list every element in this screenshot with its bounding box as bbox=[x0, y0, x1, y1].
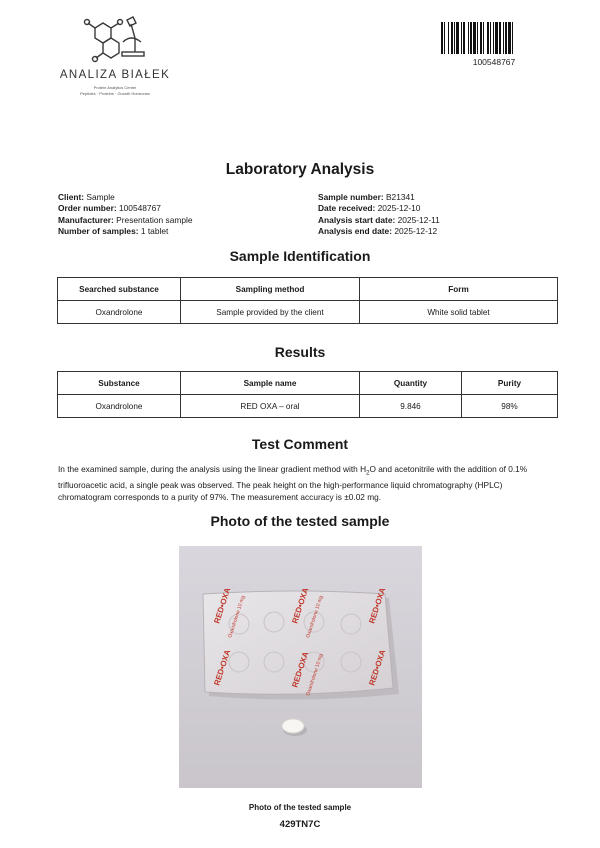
blister-print: RED•OXA bbox=[367, 648, 388, 687]
table-row bbox=[58, 301, 558, 324]
sample-photo bbox=[179, 546, 422, 788]
column-header: Form bbox=[360, 278, 558, 301]
barcode bbox=[441, 22, 547, 54]
blister-print: RED•OXA bbox=[212, 586, 233, 625]
table-cell: RED OXA – oral bbox=[181, 395, 360, 418]
table-header-row bbox=[58, 278, 558, 301]
blister-print: RED•OXA bbox=[290, 586, 311, 625]
page-title: Laboratory Analysis bbox=[225, 161, 375, 178]
table-cell: 98% bbox=[462, 395, 558, 418]
info-left bbox=[58, 192, 308, 238]
blister-print: Oxandrolone 10 mg bbox=[305, 652, 325, 697]
identification-table bbox=[57, 277, 558, 324]
blister-print: Oxandrolone 10 mg bbox=[305, 594, 325, 639]
barcode-bar bbox=[508, 22, 511, 54]
barcode-bar bbox=[470, 22, 472, 54]
info-client: Client: Sample bbox=[58, 192, 115, 202]
table-cell: White solid tablet bbox=[360, 301, 558, 324]
info-number-of-samples: Number of samples: 1 tablet bbox=[58, 226, 169, 237]
blister-print: RED•OXA bbox=[367, 586, 388, 625]
logo-subtitle: Protein Analytics Center bbox=[93, 85, 137, 90]
column-header: Sample name bbox=[181, 372, 360, 395]
barcode-bar bbox=[456, 22, 459, 54]
column-header: Searched substance bbox=[58, 278, 181, 301]
barcode-bar bbox=[499, 22, 501, 54]
barcode-bar bbox=[448, 22, 449, 54]
results-table bbox=[57, 371, 558, 418]
barcode-bar bbox=[493, 22, 494, 54]
barcode-bar bbox=[512, 22, 513, 54]
info-analysis-end: Analysis end date: 2025-12-12 bbox=[318, 226, 438, 237]
barcode-bar bbox=[444, 22, 445, 54]
tablet bbox=[282, 719, 304, 733]
table-header-row bbox=[58, 372, 558, 395]
column-header: Quantity bbox=[360, 372, 462, 395]
barcode-bar bbox=[451, 22, 453, 54]
barcode-bar bbox=[468, 22, 469, 54]
info-sample-number: Sample number: B21341 bbox=[318, 192, 415, 202]
info-manufacturer: Manufacturer: Presentation sample bbox=[58, 214, 193, 225]
company-logo bbox=[55, 14, 175, 104]
comment-text: In the examined sample, during the analysis using the linear gradient method with $H_2O$ and acetonitrile with the addition of 0.1% trifluoroacetic acid, a single peak was observed. The peak height on the high-performance liquid chromatography (HPLC) chromatogram corresponds to a purity of 97%. The measurement accuracy is ±0.02 mg. bbox=[58, 464, 528, 502]
table-cell: 9.846 bbox=[360, 395, 462, 418]
blister-print: RED•OXA bbox=[212, 648, 233, 687]
column-header: Substance bbox=[58, 372, 181, 395]
info-date-received: Date received: 2025-12-10 bbox=[318, 203, 421, 214]
barcode-bar bbox=[480, 22, 482, 54]
barcode-bar bbox=[487, 22, 489, 54]
barcode-bar bbox=[503, 22, 504, 54]
info-order-number: Order number: 100548767 bbox=[58, 203, 161, 214]
photo-caption: Photo of the tested sample bbox=[248, 803, 352, 812]
barcode-bar bbox=[490, 22, 491, 54]
column-header: Purity bbox=[462, 372, 558, 395]
barcode-bar bbox=[473, 22, 476, 54]
comment-heading: Test Comment bbox=[251, 436, 349, 452]
barcode-bar bbox=[477, 22, 478, 54]
barcode-bar bbox=[505, 22, 507, 54]
barcode-number: 100548767 bbox=[472, 57, 516, 67]
barcode-bar bbox=[441, 22, 443, 54]
barcode-bar bbox=[495, 22, 498, 54]
barcode-bar bbox=[483, 22, 484, 54]
sample-code: 429TN7C bbox=[279, 819, 321, 830]
column-header: Sampling method bbox=[181, 278, 360, 301]
logo-subtitle: Peptides · Proteins · Growth Hormones bbox=[80, 91, 150, 96]
identification-heading: Sample Identification bbox=[229, 248, 371, 264]
table-cell: Oxandrolone bbox=[58, 301, 181, 324]
photo-heading: Photo of the tested sample bbox=[210, 513, 390, 529]
barcode-bar bbox=[461, 22, 462, 54]
table-cell: Sample provided by the client bbox=[181, 301, 360, 324]
info-analysis-start: Analysis start date: 2025-12-11 bbox=[318, 214, 440, 225]
blister-print: RED•OXA bbox=[290, 650, 311, 689]
molecule-microscope-icon bbox=[79, 14, 151, 66]
info-right bbox=[318, 192, 558, 238]
table-cell: Oxandrolone bbox=[58, 395, 181, 418]
barcode-bar bbox=[463, 22, 465, 54]
results-heading: Results bbox=[274, 344, 326, 360]
logo-name: ANALIZA BIAŁEK bbox=[59, 69, 171, 81]
table-row bbox=[58, 395, 558, 418]
barcode-bar bbox=[454, 22, 455, 54]
blister-print: Oxandrolone 10 mg bbox=[227, 594, 247, 639]
